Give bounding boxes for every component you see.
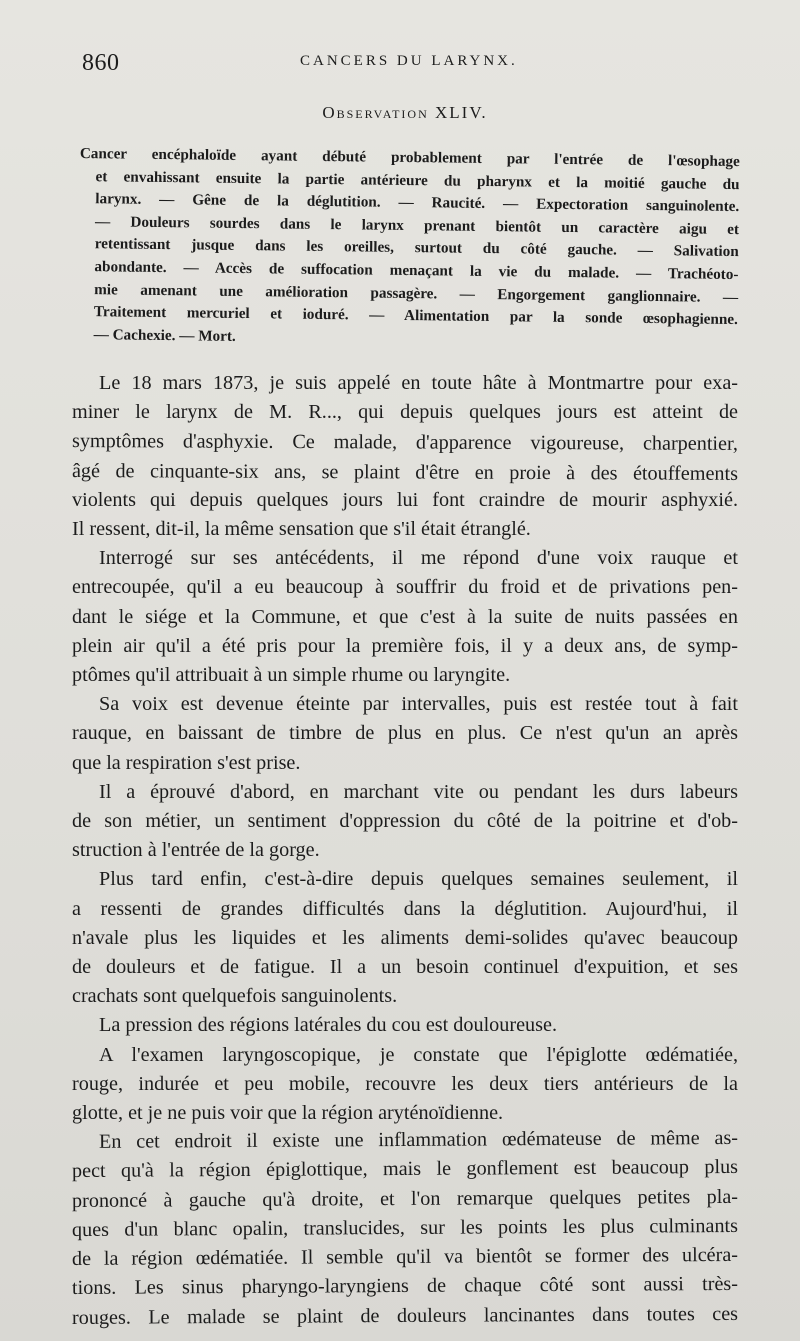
body-line: rouge, indurée et peu mobile, recouvre les deux tiers antérieurs de la [72,1072,738,1095]
summary-line: Traitement mercuriel et ioduré. — Alimentation par la sonde œsophagienne. [93,303,738,329]
body-line: pect qu'à la région épiglottique, mais le gonflement est beaucoup plus [71,1156,739,1183]
body-line: tions. Les sinus pharyngo-laryngiens de chaque côté sont aussi très- [71,1273,739,1300]
body-line: n'avale plus les liquides et les aliments demi-solides qu'avec beaucoup [72,926,738,949]
body-line: struction à l'entrée de la gorge. [72,839,320,862]
summary-line: mie amenant une amélioration passagère. — Engorgement ganglionnaire. — [94,280,739,306]
body-line: Il ressent, dit-il, la même sensation que s'il était étranglé. [72,518,531,541]
summary-line: et envahissant ensuite la partie antérieure du pharynx et la moitié gauche du [95,167,740,193]
body-line: crachats sont quelquefois sanguinolents. [72,985,398,1008]
body-line: rouges. Le malade se plaint de douleurs lancinantes dans toutes ces [71,1302,739,1329]
summary-line: — Cachexie. — Mort. [93,325,236,345]
body-line: La pression des régions latérales du cou est douloureuse. [99,1014,558,1037]
body-line: de la région œdématiée. Il semble qu'il va bientôt se former des ulcéra- [71,1244,739,1271]
body-line: plein air qu'il a été pris pour la première fois, il y a deux ans, de symp- [72,634,738,657]
body-line: Le 18 mars 1873, je suis appelé en toute hâte à Montmartre pour exa- [99,372,738,394]
body-line: ques d'un blanc opalin, translucides, sur les points les plus culminants [71,1214,739,1241]
body-line: de son métier, un sentiment d'oppression du côté de la poitrine et d'ob- [72,810,738,833]
body-line: entrecoupée, qu'il a eu beaucoup à souffrir du froid et de privations pen- [72,576,738,599]
observation-title: Observation XLIV. [322,103,488,122]
observation-summary [78,143,740,354]
body-line: symptômes d'asphyxie. Ce malade, d'apparence vigoureuse, charpentier, [71,430,739,456]
body-line: âgé de cinquante-six ans, se plaint d'être en proie à des étouffements [71,459,739,485]
body-line: Il a éprouvé d'abord, en marchant vite ou pendant les durs labeurs [99,780,738,803]
body-line: prononcé à gauche qu'à droite, et l'on remarque quelques petites pla- [71,1185,739,1212]
running-head [0,44,800,80]
body-line: Interrogé sur ses antécédents, il me répond d'une voix rauque et [99,547,738,570]
body-line: de douleurs et de fatigue. Il a un besoin continuel d'expuition, et ses [72,956,738,979]
body-line: glotte, et je ne puis voir que la région aryténoïdienne. [72,1102,504,1125]
body-line: dant le siége et la Commune, et que c'est à la suite de nuits passées en [72,605,738,628]
body-line: rauque, en baissant de timbre de plus en plus. Ce n'est qu'un an après [72,722,738,745]
summary-line: larynx. — Gêne de la déglutition. — Raucité. — Expectoration sanguinolente. [95,190,740,216]
body-line: A l'examen laryngoscopique, je constate que l'épiglotte œdématiée, [99,1043,738,1066]
body-line: Plus tard enfin, c'est-à-dire depuis quelques semaines seulement, il [99,868,738,891]
summary-line: — Douleurs sourdes dans le larynx prenant bientôt un caractère aigu et [94,212,740,238]
body-line: miner le larynx de M. R..., qui depuis quelques jours est atteint de [72,401,738,424]
body-line: violents qui depuis quelques jours lui font craindre de mourir asphyxié. [72,488,738,511]
body-line: Sa voix est devenue éteinte par intervalles, puis est restée tout à fait [99,693,738,716]
running-title: CANCERS DU LARYNX. [300,53,518,69]
summary-line: abondante. — Accès de suffocation menaçant la vie du malade. — Trachéoto- [94,258,739,284]
body-text [72,369,738,1333]
summary-line: retentissant jusque dans les oreilles, surtout du côté gauche. — Salivation [94,235,739,261]
summary-line: Cancer encéphaloïde ayant débuté probablement par l'entrée de l'œsophage [79,144,740,171]
body-line: En cet endroit il existe une inflammation œdémateuse de même as- [98,1127,739,1154]
body-line: que la respiration s'est prise. [72,751,301,774]
page-number: 860 [82,50,120,76]
body-line: ptômes qu'il attribuait à un simple rhume ou laryngite. [72,664,511,687]
body-line: a ressenti de grandes difficultés dans la déglutition. Aujourd'hui, il [72,897,738,920]
